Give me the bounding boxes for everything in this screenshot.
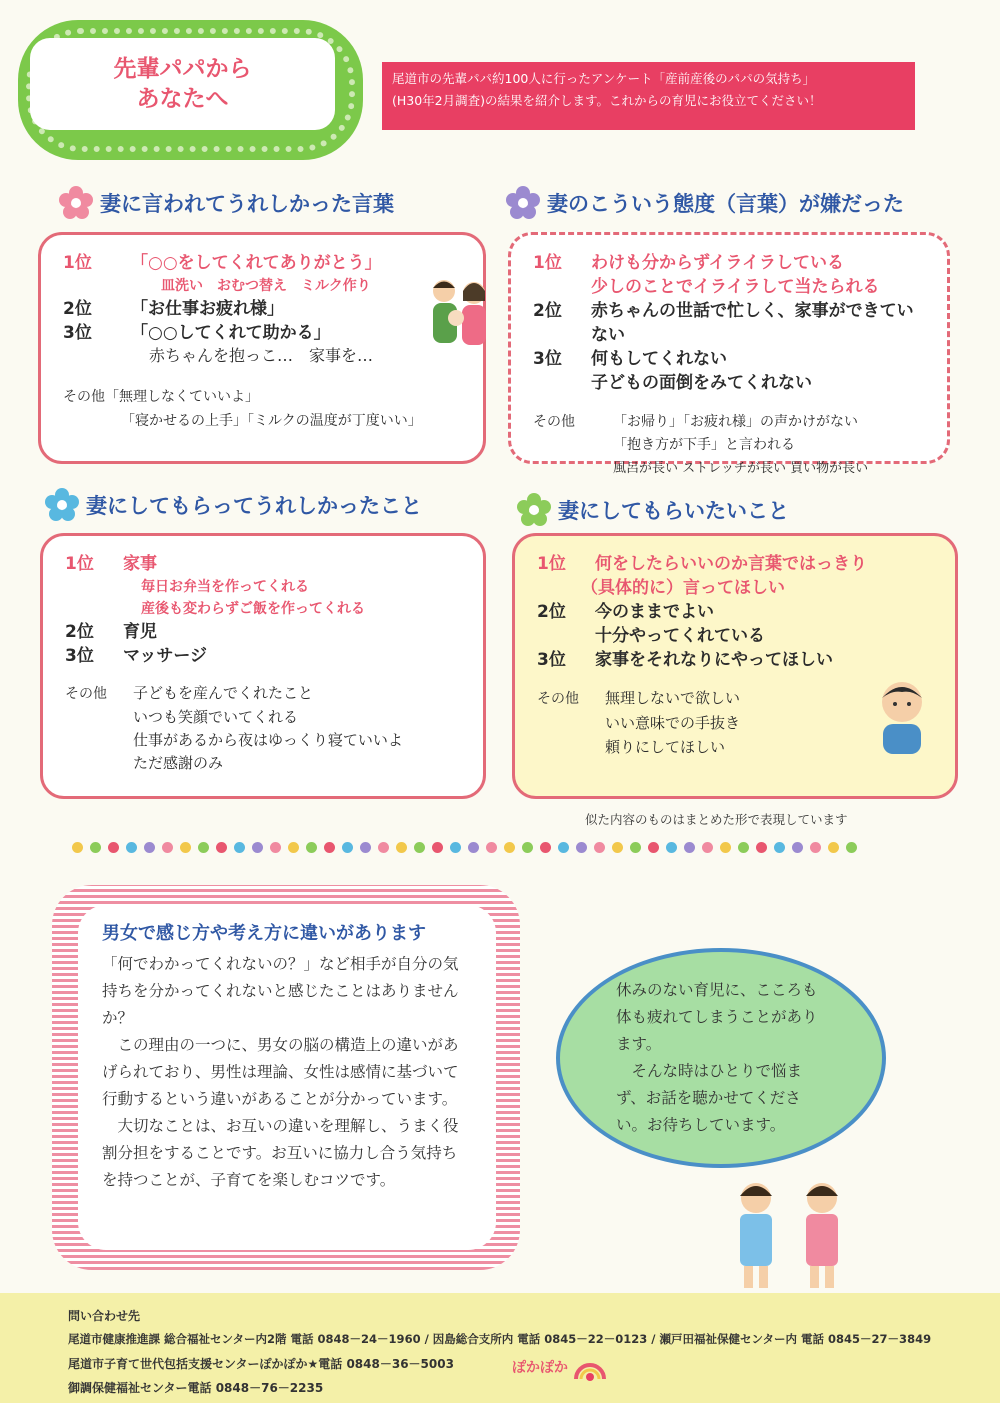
section2-heading xyxy=(505,185,904,221)
section2-box xyxy=(508,232,950,476)
title-line-2: あなたへ xyxy=(136,86,229,112)
section1-box xyxy=(38,232,486,464)
contact-line-1: 尾道市健康推進課 総合福祉センター内2階 電話 0848－24－1960 / 因島総合支所内 電話 0845－22－0123 / 瀬戸田福祉保健センター内 電話 0845－27－3849 xyxy=(68,1332,932,1346)
intro-line-2: (H30年2月調査)の結果を紹介します。これからの育児にお役立てください！ xyxy=(392,93,822,108)
s3-rank1-sub2: 産後も変わらずご飯を作ってくれる xyxy=(141,601,365,617)
contact-line-3: 御調保健福祉センター電話 0848－76－2235 xyxy=(68,1381,324,1395)
flower-icon xyxy=(516,492,552,528)
s2-rank1-line2: 少しのことでイライラして当たられる xyxy=(591,277,880,297)
s1-rank1-sub: 皿洗い おむつ替え ミルク作り xyxy=(161,278,371,294)
section4-heading xyxy=(516,492,789,528)
s4-rank2-line2: 十分やってくれている xyxy=(595,626,765,646)
dot-divider xyxy=(72,842,857,853)
s4-other: その他 無理しないで欲しい いい意味での手抜き 頼りにしてほしい xyxy=(537,689,741,756)
flower-icon xyxy=(44,487,80,523)
message-paragraph-1: 「何でわかってくれないの？」など相手が自分の気持ちを分かってくれないと感じたことはありませんか？ xyxy=(102,955,459,1027)
speech-bubble xyxy=(556,948,886,1168)
s2-rank3-line2: 子どもの面倒をみてくれない xyxy=(591,373,812,393)
intro-banner xyxy=(382,62,915,130)
summary-note: 似た内容のものはまとめた形で表現しています xyxy=(585,812,848,827)
message-paragraph-3: 大切なことは、お互いの違いを理解し、うまく役割分担をすることです。お互いに協力し合う気持ちを持つことが、子育てを楽しむコツです。 xyxy=(102,1117,459,1189)
s1-other: その他「無理しなくていいよ」 「寝かせるの上手」「ミルクの温度が丁度いい」 xyxy=(63,389,422,429)
s2-rank1: 1位 わけも分からずイライラしている xyxy=(533,253,844,273)
father-illustration xyxy=(867,676,937,756)
contact-label: 問い合わせ先 xyxy=(68,1309,141,1323)
contact-line-2: 尾道市子育て世代包括支援センターぽかぽか★電話 0848－36－5003 xyxy=(68,1357,454,1371)
flower-icon xyxy=(505,185,541,221)
s4-rank1: 1位 何をしたらいいのか言葉ではっきり xyxy=(537,554,867,574)
section2-title: 妻のこういう態度（言葉）が嫌だった xyxy=(547,192,904,216)
intro-line-1: 尾道市の先輩パパ約100人に行ったアンケート「産前産後のパパの気持ち」 xyxy=(392,71,816,86)
message-box xyxy=(78,905,496,1250)
flower-icon xyxy=(58,185,94,221)
s4-rank3: 3位 家事をそれなりにやってほしい xyxy=(537,650,833,670)
s2-rank3: 3位 何もしてくれない xyxy=(533,349,727,369)
s1-rank2: 2位 「お仕事お疲れ様」 xyxy=(63,299,284,319)
section4-title: 妻にしてもらいたいこと xyxy=(558,499,789,523)
s3-rank2: 2位 育児 xyxy=(65,622,157,642)
s3-other: その他 子どもを産んでくれたこと いつも笑顔でいてくれる 仕事があるから夜はゆっくり寝ていいよ ただ感謝のみ xyxy=(65,684,403,772)
s2-other: その他 「お帰り」「お疲れ様」の声かけがない 「抱き方が下手」と言われる 風呂が長い ストレッチが長い 買い物が長い xyxy=(533,414,869,476)
message-title: 男女で感じ方や考え方に違いがあります xyxy=(102,923,426,944)
section1-heading xyxy=(58,185,394,221)
s1-rank3: 3位 「○○してくれて助かる」 xyxy=(63,323,331,343)
message-paragraph-2: この理由の一つに、男女の脳の構造上の違いがあげられており、男性は理論、女性は感情に基づいて行動するという違いがあることが分かっています。 xyxy=(102,1036,459,1108)
page-title xyxy=(30,38,335,130)
title-line-1: 先輩パパから xyxy=(113,56,252,82)
staff-illustration xyxy=(718,1178,858,1293)
s1-rank3-sub: 赤ちゃんを抱っこ… 家事を… xyxy=(149,346,374,365)
logo-text: ぽかぽか xyxy=(512,1360,568,1376)
contact-footer xyxy=(0,1293,1000,1403)
section3-title: 妻にしてもらってうれしかったこと xyxy=(86,494,422,518)
s3-rank1: 1位 家事 xyxy=(65,554,157,574)
s3-rank1-sub1: 毎日お弁当を作ってくれる xyxy=(141,579,309,595)
rainbow-sun-icon xyxy=(572,1353,608,1381)
parents-illustration xyxy=(426,273,496,353)
s2-rank2: 2位 赤ちゃんの世話で忙しく、家事ができていない xyxy=(533,301,914,345)
s1-rank1: 1位 「○○をしてくれてありがとう」 xyxy=(63,253,382,273)
bubble-text: 休みのない育児に、こころも体も疲れてしまうことがあります。 そんな時はひとりで悩まず、お話を聴かせてください。お待ちしています。 xyxy=(616,981,818,1134)
s3-rank3: 3位 マッサージ xyxy=(65,646,207,666)
section3-heading xyxy=(44,487,422,523)
section4-box xyxy=(512,533,958,799)
s4-rank2: 2位 今のままでよい xyxy=(537,602,714,622)
section3-box xyxy=(40,533,486,799)
s4-rank1-line2: （具体的に）言ってほしい xyxy=(581,578,785,598)
section1-title: 妻に言われてうれしかった言葉 xyxy=(100,192,394,216)
pokapoka-logo xyxy=(512,1353,608,1381)
